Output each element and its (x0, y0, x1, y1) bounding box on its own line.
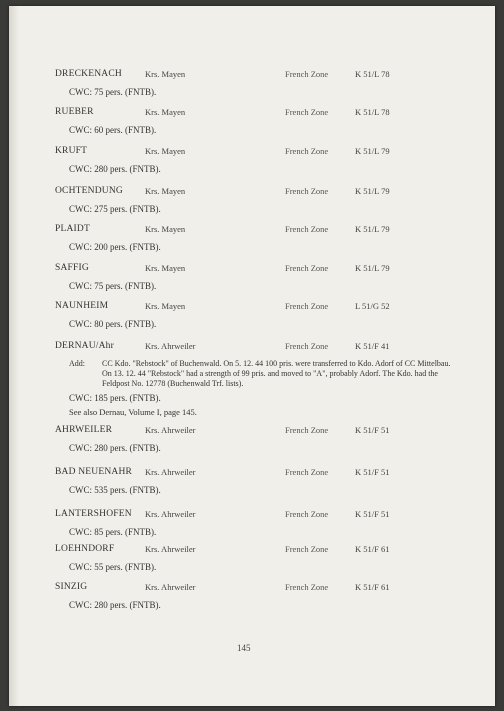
map-ref: K 51/F 51 (355, 467, 390, 477)
cwc-line: CWC: 280 pers. (FNTB). (69, 164, 161, 174)
map-ref: K 51/F 51 (355, 509, 390, 519)
entry-dernau (9, 341, 495, 417)
entry-kruft (9, 146, 495, 174)
place-name: LOEHNDORF (55, 544, 115, 554)
zone: French Zone (285, 467, 329, 477)
zone: French Zone (285, 263, 329, 273)
cwc-line: CWC: 80 pers. (FNTB). (69, 319, 157, 329)
entry-saffig (9, 263, 495, 291)
map-ref: K 51/L 79 (355, 224, 390, 234)
entry-sinzig (9, 582, 495, 610)
cwc-line: CWC: 75 pers. (FNTB). (69, 281, 157, 291)
kreis: Krs. Mayen (145, 224, 186, 234)
zone: French Zone (285, 425, 329, 435)
entry-bad-neuenahr (9, 467, 495, 495)
kreis: Krs. Ahrweiler (145, 582, 196, 592)
page-number: 145 (237, 643, 251, 653)
zone: French Zone (285, 69, 329, 79)
zone: French Zone (285, 341, 329, 351)
map-ref: K 51/L 79 (355, 186, 390, 196)
entry-ahrweiler (9, 425, 495, 453)
place-name: LANTERSHOFEN (55, 509, 132, 519)
place-name: AHRWEILER (55, 425, 113, 435)
zone: French Zone (285, 509, 329, 519)
cwc-line: CWC: 535 pers. (FNTB). (69, 485, 161, 495)
cwc-line: CWC: 75 pers. (FNTB). (69, 87, 157, 97)
map-ref: K 51/L 79 (355, 263, 390, 273)
addendum-label: Add: (69, 359, 85, 368)
kreis: Krs. Mayen (145, 146, 186, 156)
see-also: See also Dernau, Volume I, page 145. (69, 407, 197, 417)
zone: French Zone (285, 224, 329, 234)
kreis: Krs. Ahrweiler (145, 425, 196, 435)
kreis: Krs. Mayen (145, 186, 186, 196)
zone: French Zone (285, 582, 329, 592)
place-name: NAUNHEIM (55, 301, 109, 311)
kreis: Krs. Mayen (145, 69, 186, 79)
zone: French Zone (285, 107, 329, 117)
map-ref: K 51/F 41 (355, 341, 390, 351)
place-name: KRUFT (55, 146, 88, 156)
cwc-line: CWC: 55 pers. (FNTB). (69, 562, 157, 572)
cwc-line: CWC: 60 pers. (FNTB). (69, 125, 157, 135)
cwc-line: CWC: 85 pers. (FNTB). (69, 527, 157, 537)
entry-rueber (9, 107, 495, 135)
map-ref: K 51/L 79 (355, 146, 390, 156)
map-ref: K 51/L 78 (355, 107, 390, 117)
cwc-line: CWC: 275 pers. (FNTB). (69, 204, 161, 214)
place-name: DERNAU/Ahr (55, 341, 114, 351)
map-ref: K 51/L 78 (355, 69, 390, 79)
cwc-line: CWC: 280 pers. (FNTB). (69, 443, 161, 453)
place-name: OCHTENDUNG (55, 186, 123, 196)
entry-lantershofen (9, 509, 495, 537)
cwc-line: CWC: 200 pers. (FNTB). (69, 242, 161, 252)
kreis: Krs. Mayen (145, 301, 186, 311)
place-name: DRECKENACH (55, 69, 122, 79)
place-name: SAFFIG (55, 263, 89, 273)
kreis: Krs. Ahrweiler (145, 544, 196, 554)
kreis: Krs. Ahrweiler (145, 467, 196, 477)
map-ref: K 51/F 61 (355, 582, 390, 592)
entry-naunheim (9, 301, 495, 329)
entry-dreckenach (9, 69, 495, 97)
zone: French Zone (285, 186, 329, 196)
map-ref: K 51/F 61 (355, 544, 390, 554)
addendum (69, 359, 451, 389)
entry-plaidt (9, 224, 495, 252)
kreis: Krs. Mayen (145, 263, 186, 273)
entry-loehndorf (9, 544, 495, 572)
entry-ochtendung (9, 186, 495, 214)
place-name: BAD NEUENAHR (55, 467, 133, 477)
cwc-line: CWC: 185 pers. (FNTB). (69, 393, 161, 403)
kreis: Krs. Ahrweiler (145, 341, 196, 351)
addendum-text: CC Kdo. "Rebstock" of Buchenwald. On 5. 12. 44 100 pris. were transferred to Kdo. Adorf of CC Mittelbau. On 13. 12. 44 "Rebstock" had a strength of 99 pris. and moved to "A", probably Adorf. The Kdo. had the Feldpost No. 12778 (Buchenwald Trf. lists). (102, 359, 451, 388)
place-name: RUEBER (55, 107, 94, 117)
map-ref: K 51/F 51 (355, 425, 390, 435)
kreis: Krs. Ahrweiler (145, 509, 196, 519)
place-name: SINZIG (55, 582, 88, 592)
zone: French Zone (285, 544, 329, 554)
document-page (9, 6, 495, 706)
kreis: Krs. Mayen (145, 107, 186, 117)
map-ref: L 51/G 52 (355, 301, 390, 311)
zone: French Zone (285, 146, 329, 156)
zone: French Zone (285, 301, 329, 311)
cwc-line: CWC: 280 pers. (FNTB). (69, 600, 161, 610)
place-name: PLAIDT (55, 224, 90, 234)
